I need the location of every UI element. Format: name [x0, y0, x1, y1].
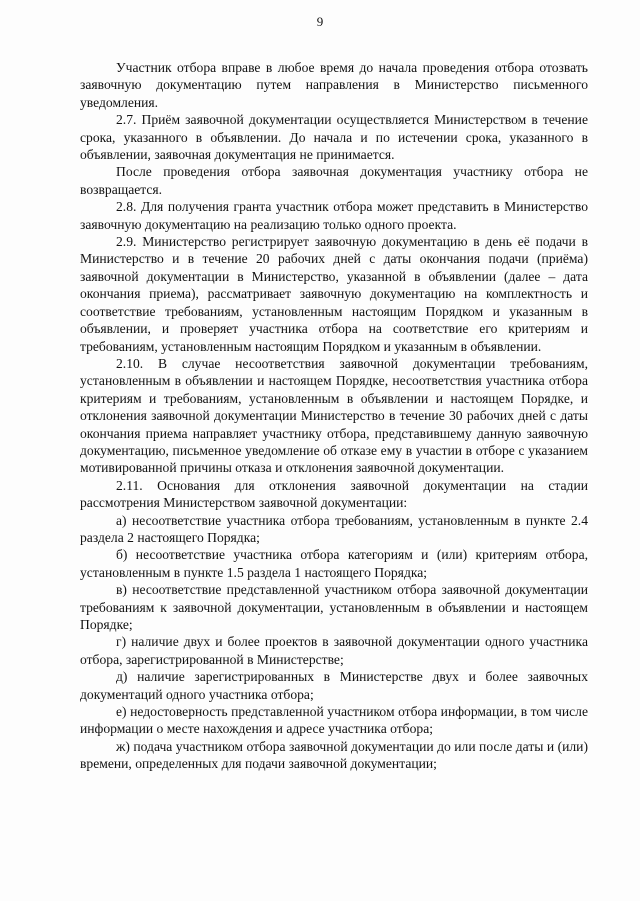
list-item-a: а) несоответствие участника отбора требованиям, установленным в пункте 2.4 раздела 2 настоящего Порядка; — [80, 512, 588, 545]
list-item-b: б) несоответствие участника отбора категориям и (или) критериям отбора, установленным в пункте 1.5 раздела 1 настоящего Порядка; — [80, 547, 588, 580]
paragraph-2-10: 2.10. В случае несоответствия заявочной документации требованиям, установленным в объявлении и настоящем Порядке, несоответствия участника отбора критериям и требованиям, установленным в объявлении и настоящем Порядке, и отклонения заявочной документации Министерство в течение 30 рабочих дней с даты окончания приема направляет участнику отбора, представившему данную заявочную документацию, письменное уведомление об отказе ему в участии в отборе с указанием мотивированной причины отказа и отклонения заявочной документации. — [80, 355, 588, 476]
list-item-zh: ж) подача участником отбора заявочной документации до или после даты и (или) времени, определенных для подачи заявочной документации; — [80, 738, 588, 772]
paragraph-2-8: 2.8. Для получения гранта участник отбора может представить в Министерство заявочную документацию на реализацию только одного проекта. — [80, 199, 588, 232]
document-body — [80, 59, 588, 773]
paragraph-withdrawal: Участник отбора вправе в любое время до начала проведения отбора отозвать заявочную документацию путем направления в Министерство письменного уведомления. — [80, 60, 588, 110]
list-item-d: д) наличие зарегистрированных в Министерстве двух и более заявочных документаций одного участника отбора; — [80, 669, 588, 702]
paragraph-2-7: 2.7. Приём заявочной документации осуществляется Министерством в течение срока, указанного в объявлении. До начала и по истечении срока, указанного в объявлении, заявочная документация не принимается. — [80, 112, 588, 163]
list-item-v: в) несоответствие представленной участником отбора заявочной документации требованиям к заявочной документации, установленным в объявлении и настоящем Порядке; — [80, 582, 588, 632]
list-item-e: е) недостоверность представленной участником отбора информации, в том числе информации о месте нахождения и адресе участника отбора; — [80, 704, 588, 737]
paragraph-not-returned: После проведения отбора заявочная документация участнику отбора не возвращается. — [80, 164, 588, 197]
paragraph-2-9: 2.9. Министерство регистрирует заявочную документацию в день её подачи в Министерство и в течение 20 рабочих дней с даты окончания подачи (приёма) заявочной документации в Министерство, указанной в объявлении (далее – дата окончания приема), рассматривает заявочную документацию на комплектность и соответствие требованиям, установленным настоящим Порядком и указанным в объявлении, и проверяет участника отбора на соответствие его критериям и требованиям, установленным настоящим Порядком и указанным в объявлении. — [80, 234, 588, 354]
list-item-g: г) наличие двух и более проектов в заявочной документации одного участника отбора, зарегистрированной в Министерстве; — [80, 634, 588, 667]
page-number: 9 — [316, 14, 324, 29]
paragraph-2-11: 2.11. Основания для отклонения заявочной документации на стадии рассмотрения Министерством заявочной документации: — [80, 477, 588, 511]
